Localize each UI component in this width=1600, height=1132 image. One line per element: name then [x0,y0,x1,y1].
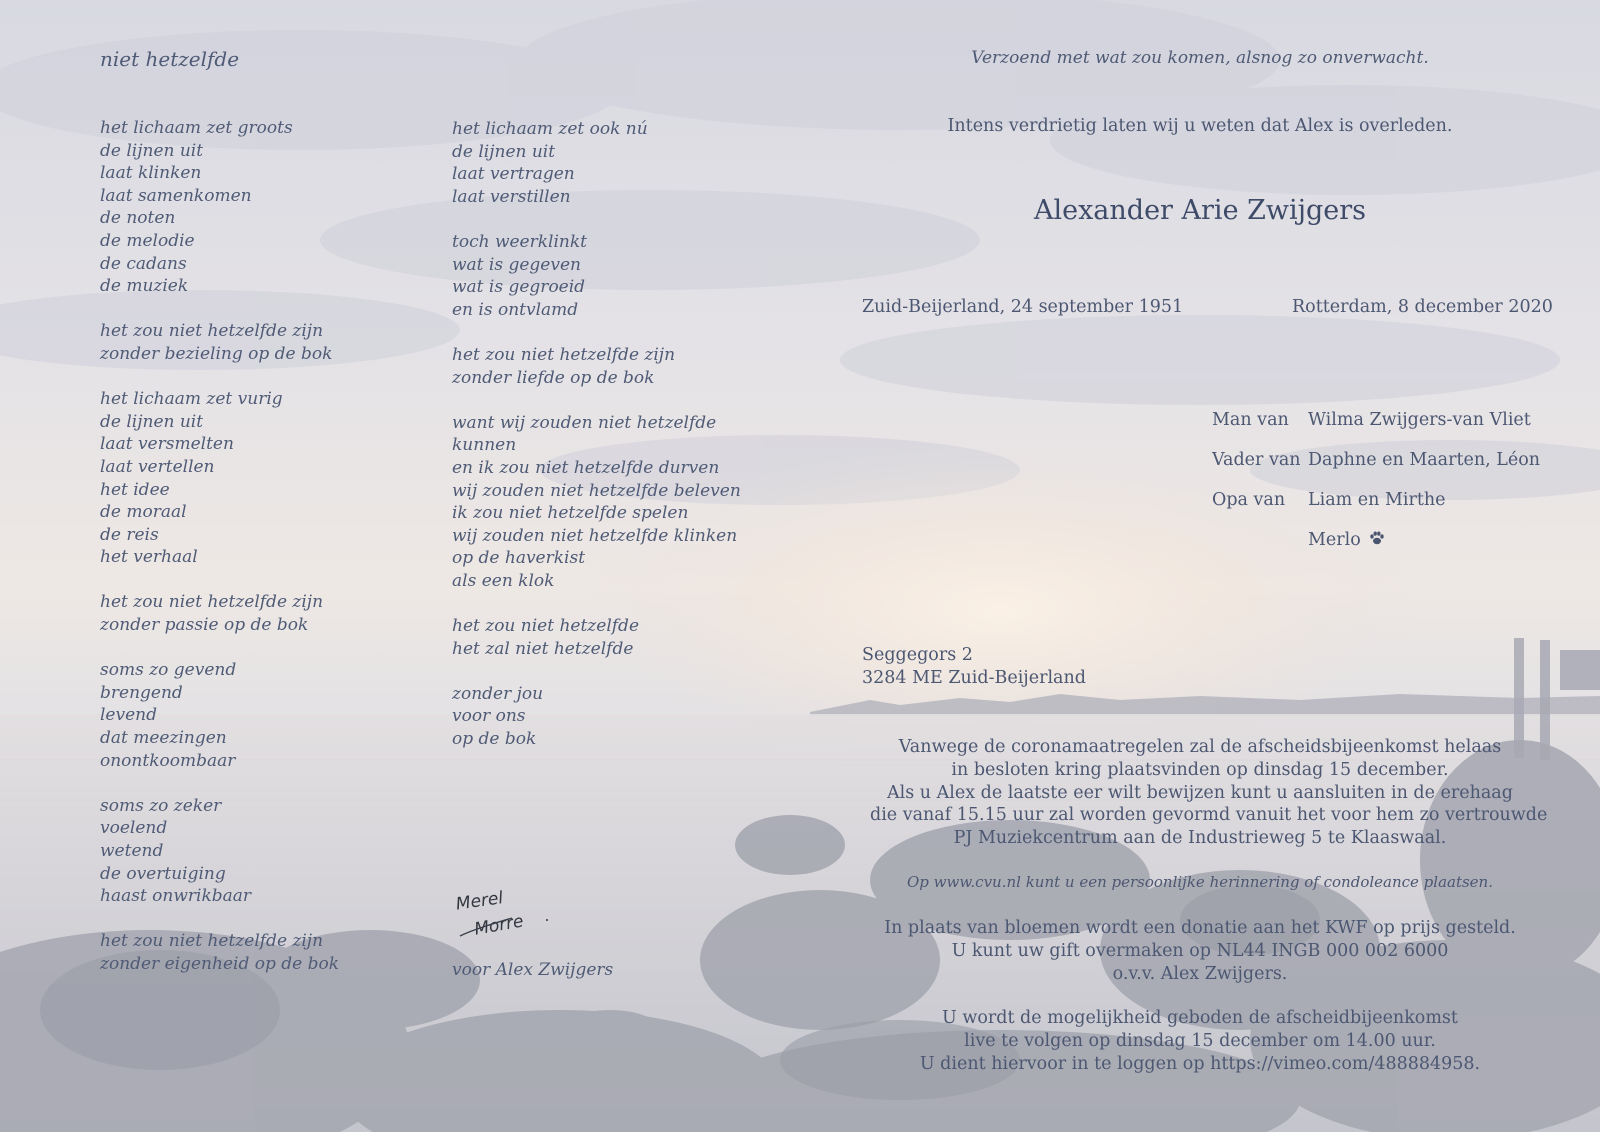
poem-line: wat is gegeven [452,254,581,275]
poem-line: de noten [100,208,176,229]
ceremony-line: Vanwege de coronamaatregelen zal de afscheidsbijeenkomst helaas [898,737,1502,757]
stanza-gap [452,592,741,615]
poem-line: en is ontvlamd [452,299,579,320]
donation-line: In plaats van bloemen wordt een donatie aan het KWF op prijs gesteld. [884,918,1516,938]
poem-line: wat is gegroeid [452,277,586,298]
poem-line: ik zou niet hetzelfde spelen [452,503,689,524]
signature-line2: Morre [472,911,526,940]
poem-line: dat meezingen [100,728,227,749]
stanza-gap [452,660,741,683]
poem-line: de melodie [100,230,195,251]
condolence-note: Op www.cvu.nl kunt u een persoonlijke herinnering of condoleance plaatsen. [907,873,1493,891]
stanza-gap [100,569,339,592]
poem-line: laat klinken [100,163,202,184]
stanza-gap [100,298,339,321]
stanza-gap [100,637,339,660]
poem-line: de overtuiging [100,863,226,884]
signature-handwritten-merel-morre [452,888,562,948]
ceremony-line: in besloten kring plaatsvinden op dinsdag 15 december. [951,759,1449,780]
poem-line: voelend [100,818,168,839]
livestream-line: U wordt de mogelijkheid geboden de afscheidbijeenkomst [942,1008,1458,1028]
poem-line: zonder liefde op de bok [452,367,655,388]
stanza-gap [100,772,339,795]
poem-line: de lijnen uit [452,141,556,162]
death-place-date: Rotterdam, 8 december 2020 [1292,297,1553,317]
poem-line: op de haverkist [452,548,586,569]
poem-line: kunnen [452,435,517,456]
family-names: Liam en Mirthe [1308,490,1446,510]
ceremony-line: Als u Alex de laatste eer wilt bewijzen kunt u aansluiten in de erehaag [887,782,1513,803]
donation-line: o.v.v. Alex Zwijgers. [1112,963,1288,984]
poem-line: de lijnen uit [100,140,204,161]
birth-place-date: Zuid-Beijerland, 24 september 1951 [862,297,1184,317]
family-role: Vader van [1212,450,1301,470]
ceremony-info [870,736,1548,850]
intro-text: Intens verdrietig laten wij u weten dat Alex is overleden. [947,116,1453,136]
stanza-gap [452,208,741,231]
family-names [1308,530,1385,550]
poem-line: laat versmelten [100,434,234,455]
family-role: Opa van [1212,490,1286,510]
poem-title: niet hetzelfde [100,47,240,71]
poem-line: de lijnen uit [100,411,204,432]
poem-line: onontkoombaar [100,750,236,771]
pet-name: Merlo [1308,530,1361,550]
poem-line: de moraal [100,502,187,523]
poem-line: het lichaam zet groots [100,118,293,138]
poem-line: het zou niet hetzelfde zijn [100,321,324,342]
poem-line: levend [100,705,157,726]
poem-line: toch weerklinkt [452,231,587,252]
livestream-line: U dient hiervoor in te loggen op https://vimeo.com/488884958. [919,1053,1481,1074]
poem-line: het zou niet hetzelfde zijn [100,592,324,613]
family-role: Man van [1212,410,1289,430]
address-street: Seggegors 2 [862,645,973,665]
poem-line: wetend [100,841,164,861]
poem-line: laat vertellen [100,456,215,477]
donation-info [870,917,1530,985]
deceased-name: Alexander Arie Zwijgers [1033,195,1367,226]
poem-line: laat vertragen [452,164,575,185]
poem-line: het zou niet hetzelfde zijn [100,931,324,952]
poem-line: soms zo gevend [100,660,237,681]
stanza-gap [452,389,741,412]
poem-dedication: voor Alex Zwijgers [452,960,614,980]
poem-right-column [452,118,741,751]
poem-line: als een klok [452,570,555,591]
ceremony-line: die vanaf 15.15 uur zal worden gevormd vanuit het voor hem zo vertrouwde [870,805,1548,826]
motto: Verzoend met wat zou komen, alsnog zo onverwacht. [971,48,1429,68]
donation-line: U kunt uw gift overmaken op NL44 INGB 000 002 6000 [951,940,1449,961]
address-postcode-city: 3284 ME Zuid-Beijerland [862,668,1086,688]
poem-line: want wij zouden niet hetzelfde [452,412,717,433]
paw-print-icon [1369,530,1385,546]
family-names: Daphne en Maarten, Léon [1308,450,1541,470]
poem-line: zonder eigenheid op de bok [100,953,340,974]
poem-line: de cadans [100,253,187,274]
poem-line: het lichaam zet ook nú [452,119,648,139]
poem-line: het verhaal [100,547,198,568]
poem-line: de reis [100,524,159,545]
poem-line: het zou niet hetzelfde [452,616,639,637]
poem-line: voor ons [452,706,526,727]
ceremony-line: PJ Muziekcentrum aan de Industrieweg 5 te Klaaswaal. [953,828,1447,849]
poem-line: op de bok [452,729,537,750]
stanza-gap [100,908,339,931]
stanza-gap [100,366,339,389]
poem-line: het lichaam zet vurig [100,389,283,410]
poem-line: laat verstillen [452,186,571,207]
livestream-info [870,1007,1530,1075]
poem-line: wij zouden niet hetzelfde beleven [452,480,741,501]
poem-line: soms zo zeker [100,795,222,816]
poem-left-column [100,117,339,976]
poem-line: het idee [100,479,170,500]
poem-line: de muziek [100,276,189,297]
poem-line: het zou niet hetzelfde zijn [452,344,676,365]
poem-line: en ik zou niet hetzelfde durven [452,457,720,478]
family-names: Wilma Zwijgers-van Vliet [1308,410,1531,430]
signature-line1: Merel [454,888,505,915]
livestream-line: live te volgen op dinsdag 15 december om 14.00 uur. [964,1030,1436,1051]
poem-line: haast onwrikbaar [100,886,252,907]
poem-line: zonder passie op de bok [100,615,309,636]
poem-line: zonder bezieling op de bok [100,343,333,364]
stanza-gap [452,321,741,344]
poem-line: wij zouden niet hetzelfde klinken [452,525,738,546]
poem-line: brengend [100,682,183,703]
poem-line: zonder jou [452,683,544,704]
poem-line: laat samenkomen [100,185,252,206]
poem-line: het zal niet hetzelfde [452,638,634,659]
